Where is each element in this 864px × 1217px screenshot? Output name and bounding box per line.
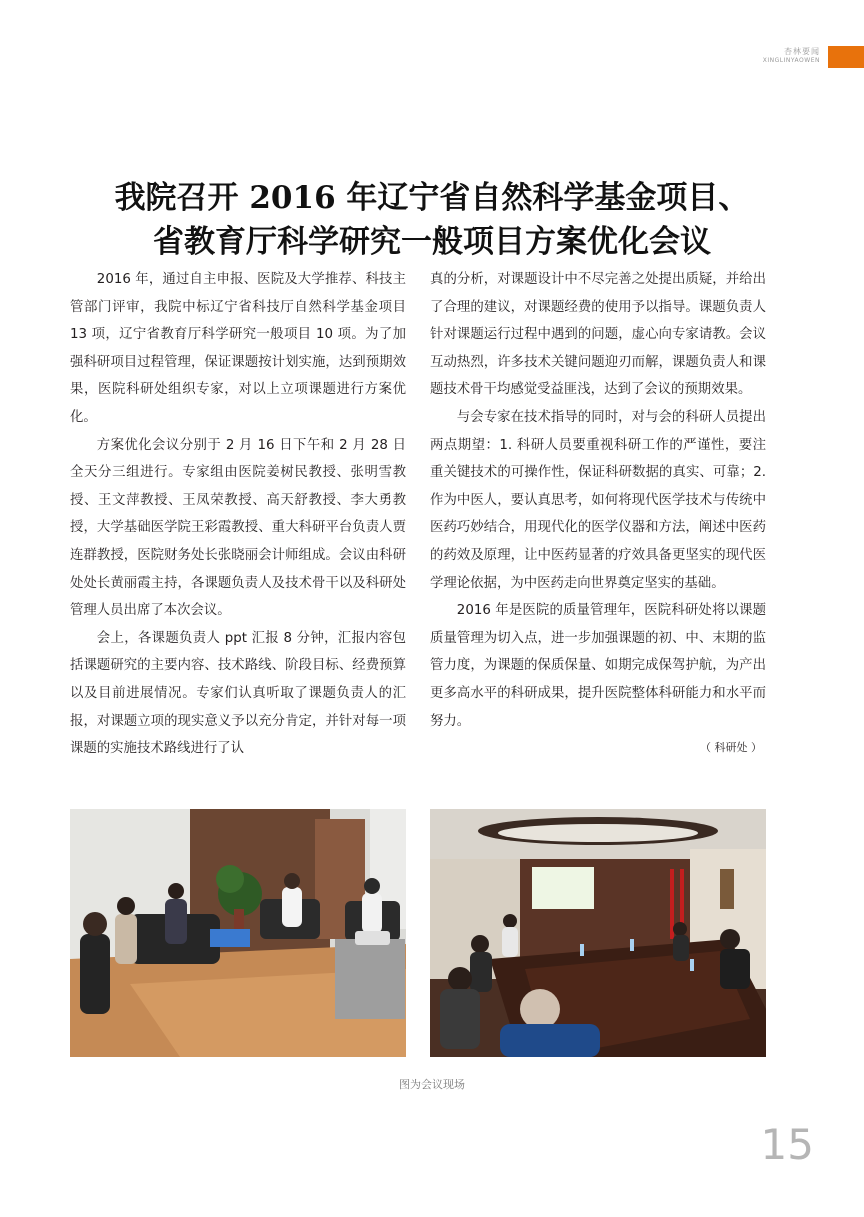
section-accent-bar [828,46,864,68]
title-line-1: 我院召开 2016 年辽宁省自然科学基金项目、 [114,180,750,216]
left-paragraph-2: 方案优化会议分别于 2 月 16 日下午和 2 月 28 日全天分三组进行。专家组由医院姜树民教授、张明雪教授、王文萍教授、王凤荣教授、高天舒教授、李大勇教授，大学基础医学院王彩霞教授、重大科研平台负责人贾连群教授，医院财务处长张晓丽会计师组成。会议由科研处处长黄丽霞主持，各课题负责人及技术骨干以及科研处管理人员出席了本次会议。 [70,437,406,619]
meeting-photo-left [70,809,406,1057]
author-signature: （ 科研处 ） [700,741,762,755]
photo-caption: 图为会议现场 [399,1078,465,1091]
page-number: 15 [760,1120,814,1169]
right-text-column [430,266,766,759]
section-title-en: XINGLINYAOWEN [762,57,820,64]
right-paragraph-1: 真的分析，对课题设计中不尽完善之处提出质疑，并给出了合理的建议，对课题经费的使用予以指导。课题负责人针对课题运行过程中遇到的问题，虚心向专家请教。会议互动热烈，许多技术关键问题迎刃而解，课题负责人和课题技术骨干均感觉受益匪浅，达到了会议的预期效果。 [430,272,766,398]
meeting-photo-right [430,809,766,1057]
title-line-2: 省教育厅科学研究一般项目方案优化会议 [153,224,711,260]
left-paragraph-1: 2016 年，通过自主申报、医院及大学推荐、科技主管部门评审，我院中标辽宁省科技厅自然科学基金项目 13 项，辽宁省教育厅科学研究一般项目 10 项。为了加强科研项目过程管理，保证课题按计划实施，达到预期效果，医院科研处组织专家，对以上立项课题进行方案优化。 [70,272,406,425]
right-paragraph-3: 2016 年是医院的质量管理年，医院科研处将以课题质量管理为切入点，进一步加强课题的初、中、末期的监管力度，为课题的保质保量、如期完成保驾护航，为产出更多高水平的科研成果，提升医院整体科研能力和水平而努力。 [430,603,766,729]
section-header [763,47,820,65]
right-paragraph-2: 与会专家在技术指导的同时，对与会的科研人员提出两点期望：1. 科研人员要重视科研工作的严谨性，要注重关键技术的可操作性，保证科研数据的真实、可靠；2. 作为中医人，要认真思考，如何将现代医学技术与传统中医药巧妙结合，用现代化的医学仪器和方法，阐述中医药的药效及原理，让中医药显著的疗效具备更坚实的现代医学理论依据，为中医药走向世界奠定坚实的基础。 [430,409,766,591]
left-paragraph-3: 会上，各课题负责人 ppt 汇报 8 分钟，汇报内容包括课题研究的主要内容、技术路线、阶段目标、经费预算以及目前进展情况。专家们认真听取了课题负责人的汇报，对课题立项的现实意义予以充分肯定，并针对每一项课题的实施技术路线进行了认 [70,630,406,757]
section-title-cn: 杏林要闻 [784,47,820,56]
left-text-column [70,266,406,763]
article-title [0,176,864,264]
